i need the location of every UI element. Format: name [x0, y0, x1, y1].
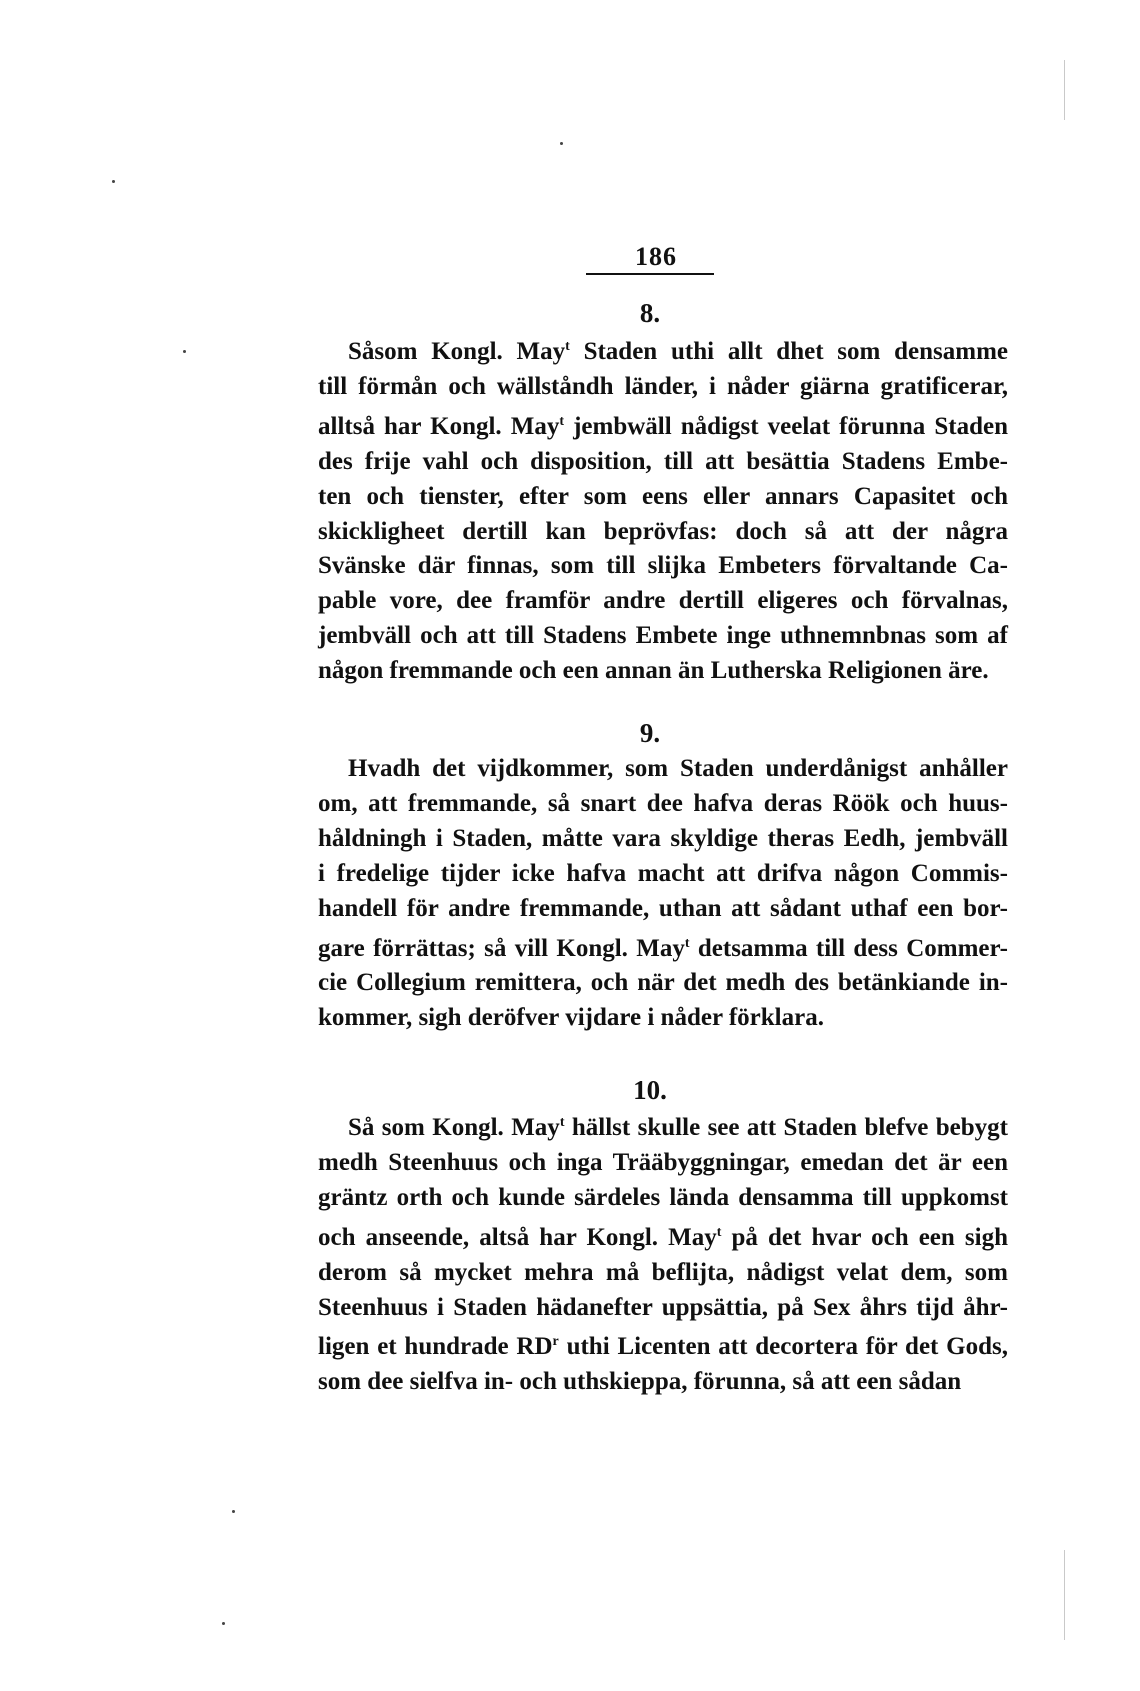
scan-speck [112, 180, 115, 183]
text-line: Svänske där finnas, som till slijka Embeters förvaltande Ca- [318, 552, 1008, 580]
text-line: des frije vahl och disposition, till att besättia Stadens Embe- [318, 447, 1008, 475]
text-line: Såsom Kongl. May$^t$ Staden uthi allt dhet som densamme [348, 338, 1008, 365]
text-line: skickligheet dertill kan beprövfas: doch så att der några [318, 517, 1008, 545]
section-number-10: 10. [633, 1075, 667, 1105]
text-line: handell för andre fremmande, uthan att sådant uthaf een bor- [318, 894, 1008, 922]
scan-edge-line [1064, 60, 1065, 120]
text-line: Steenhuus i Staden hädanefter uppsättia, på Sex åhrs tijd åhr- [318, 1293, 1008, 1321]
text-line: Så som Kongl. May$^t$ hällst skulle see att Staden blefve bebygt [348, 1114, 1008, 1141]
text-line: derom så mycket mehra må beflijta, nådigst velat dem, som [318, 1258, 1008, 1286]
text-line: alltså har Kongl. May$^t$ jembwäll nådigst veelat förunna Staden [318, 412, 1008, 440]
text-line: till förmån och wällståndh länder, i nåder giärna gratificerar, [318, 372, 1008, 400]
scan-speck [183, 350, 186, 353]
text-line: i fredelige tijder icke hafva macht att drifva någon Commis- [318, 859, 1008, 887]
text-line: ligen et hundrade $RD^r$ uthi Licenten att decortera för det Gods, [318, 1333, 1008, 1361]
scan-speck [232, 1510, 235, 1513]
text-line: om, att fremmande, så snart dee hafva deras Röök och huus- [318, 789, 1008, 817]
section-8-text [318, 330, 1008, 689]
page-number: 186 [635, 242, 677, 271]
text-line: någon fremmande och een annan än Lutherska Religionen äre. [318, 657, 989, 685]
text-line: pable vore, dee framför andre dertill eligeres och förvalnas, [318, 587, 1008, 615]
text-line: Hvadh det vijdkommer, som Staden underdånigst anhåller [348, 755, 1008, 782]
text-line: gräntz orth och kunde särdeles lända densamma till uppkomst [318, 1183, 1008, 1211]
section-9-text [318, 752, 1008, 1036]
text-line: gare förrättas; så vill Kongl. May$^t$ detsamma till dess Commer- [318, 934, 1008, 962]
text-line: cie Collegium remittera, och när det medh des betänkiande in- [318, 969, 1008, 997]
section-number-8: 8. [639, 298, 661, 328]
text-line: och anseende, altså har Kongl. May$^t$ på det hvar och een sigh [318, 1223, 1008, 1251]
text-line: håldningh i Staden, måtte vara skyldige theras Eedh, jembväll [318, 824, 1008, 852]
section-10-text [318, 1106, 1008, 1400]
text-line: jembväll och att till Stadens Embete inge uthnemnbnas som af [318, 622, 1008, 650]
scan-edge-line [1064, 1550, 1065, 1640]
text-line: medh Steenhuus och inga Trääbyggningar, emedan det är een [318, 1148, 1008, 1176]
text-line: ten och tienster, efter som eens eller annars Capasitet och [318, 482, 1008, 510]
scan-speck [222, 1622, 225, 1625]
section-number-9: 9. [639, 718, 661, 748]
header-rule [586, 273, 714, 275]
scan-speck [560, 142, 563, 145]
text-line: som dee sielfva in- och uthskieppa, förunna, så att een sådan [318, 1368, 962, 1396]
text-line: kommer, sigh deröfver vijdare i nåder förklara. [318, 1004, 824, 1032]
